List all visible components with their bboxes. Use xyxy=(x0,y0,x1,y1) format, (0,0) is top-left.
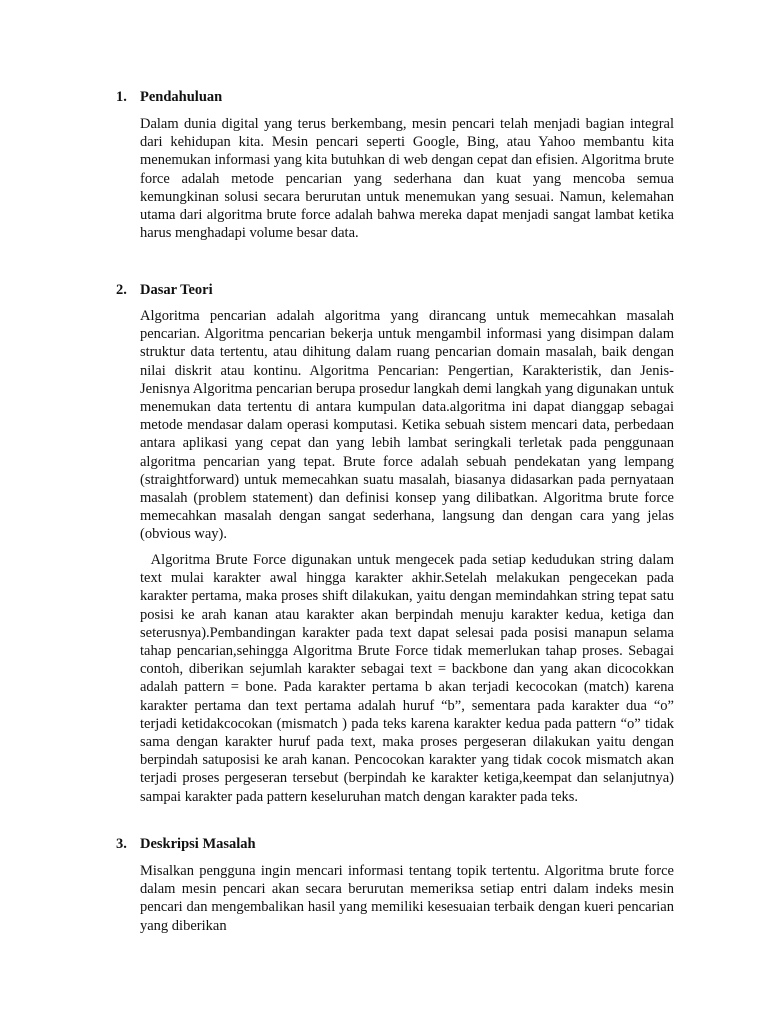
paragraph-pendahuluan: Dalam dunia digital yang terus berkembang, mesin pencari telah menjadi bagian integral dari kehidupan kita. Mesin pencari seperti Google, Bing, atau Yahoo membantu kita menemukan informasi yang kita butuhkan di web dengan cepat dan efisien. Algoritma brute force adalah metode pencarian yang sederhana dan kuat yang mencoba semua kemungkinan solusi secara berurutan untuk menemukan yang sesuai. Namun, kelemahan utama dari algoritma brute force adalah bahwa mereka dapat menjadi sangat lambat ketika harus menghadapi volume besar data. xyxy=(140,116,674,242)
section-number: 2. xyxy=(116,282,127,298)
paragraph-dasar-teori-1: Algoritma pencarian adalah algoritma yang dirancang untuk memecahkan masalah pencarian. Algoritma pencarian bekerja untuk mengambil informasi yang disimpan dalam struktur data tertentu, atau dihitung dalam ruang pencarian domain masalah, baik dengan nilai diskrit atau kontinu. Algoritma Pencarian: Pengertian, Karakteristik, dan Jenis-Jenisnya Algoritma pencarian berupa prosedur langkah demi langkah yang digunakan untuk menemukan data tertentu di antara kumpulan data.algoritma ini dapat dianggap sebagai metode mendasar dalam operasi komputasi. Ketika sebuah sistem mencari data, perbedaan antara aplikasi yang cepat dan yang lebih lambat seringkali terletak pada penggunaan algoritma pencarian yang tepat. Brute force adalah sebuah pendekatan yang lempang (straightforward) untuk memecahkan suatu masalah, biasanya didasarkan pada pernyataan masalah (problem statement) dan definisi konsep yang dilibatkan. Algoritma brute force memecahkan masalah dengan sangat sederhana, langsung dan dengan cara yang jelas (obvious way). xyxy=(140,308,674,543)
section-heading-pendahuluan xyxy=(116,88,222,106)
paragraph-deskripsi-masalah: Misalkan pengguna ingin mencari informasi tentang topik tertentu. Algoritma brute force dalam mesin pencari akan secara berurutan memeriksa setiap entri dalam indeks mesin pencari dan mengembalikan hasil yang memiliki kesesuaian terbaik dengan kueri pencarian yang diberikan xyxy=(140,863,674,934)
section-title: Pendahuluan xyxy=(140,89,223,105)
section-number: 1. xyxy=(116,89,127,105)
section-title: Deskripsi Masalah xyxy=(140,836,256,852)
section-title: Dasar Teori xyxy=(140,282,213,298)
section-heading-deskripsi-masalah xyxy=(116,835,256,853)
section-heading-dasar-teori xyxy=(116,281,213,299)
section-number: 3. xyxy=(116,836,127,852)
paragraph-dasar-teori-2: Algoritma Brute Force digunakan untuk mengecek pada setiap kedudukan string dalam text mulai karakter awal hingga karakter akhir.Setelah melakukan pengecekan pada karakter pertama, maka proses shift dilakukan, yaitu dengan memindahkan string tepat satu posisi ke arah kanan atau karakter akan berpindah menuju karakter kedua, ketiga dan seterusnya).Pembandingan karakter pada text dapat selesai pada posisi manapun selama tahap pencarian,sehingga Algoritma Brute Force tidak memerlukan tahap proses. Sebagai contoh, diberikan sejumlah karakter sebagai text = backbone dan yang akan dicocokkan adalah pattern = bone. Pada karakter pertama b akan terjadi kecocokan (match) karena karakter pertama dan text pertama adalah huruf “b”, sementara pada karakter dua “o” terjadi ketidakcocokan (mismatch ) pada teks karena karakter kedua pada pattern “o” tidak sama dengan karakter huruf pada text, maka proses pergeseran dilakukan yaitu dengan berpindah satuposisi ke arah kanan. Pencocokan karakter yang tidak cocok mismatch akan terjadi proses pergeseran tersebut (berpindah ke karakter ketiga,keempat dan selanjutnya) sampai karakter pada pattern keseluruhan match dengan karakter pada teks. xyxy=(140,552,678,805)
